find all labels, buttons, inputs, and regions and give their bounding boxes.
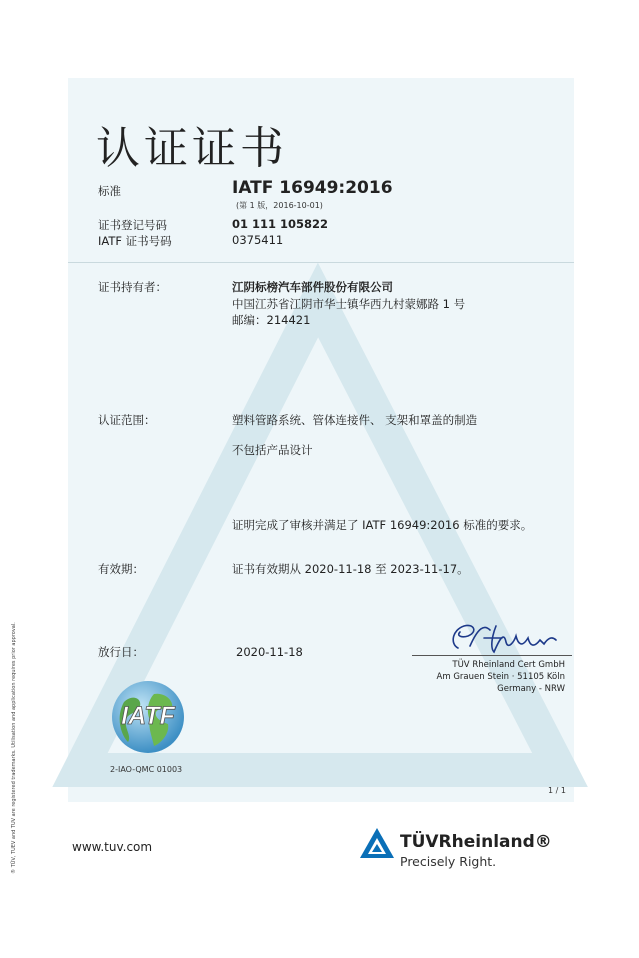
holder-address: 中国江苏省江阴市华士镇华西九村蒙娜路 1 号 xyxy=(232,297,466,311)
standard-label: 标准 xyxy=(98,184,121,198)
validity-text: 证书有效期从 2020-11-18 至 2023-11-17。 xyxy=(232,562,469,576)
issue-date: 2020-11-18 xyxy=(236,645,303,659)
tuv-brand-name: TÜVRheinland® xyxy=(400,832,552,852)
holder-postcode: 邮编：214421 xyxy=(232,313,311,327)
tuv-triangle-icon xyxy=(358,826,396,860)
footer-url[interactable]: www.tuv.com xyxy=(72,840,153,854)
issuer-name: TÜV Rheinland Cert GmbH xyxy=(452,660,565,670)
standard-edition: (第 1 版，2016-10-01) xyxy=(236,201,323,210)
trademark-notice: ® TÜV, TUEV and TUV are registered trademarks. Utilisation and application requires prior approval. xyxy=(11,622,17,874)
standard-value: IATF 16949:2016 xyxy=(232,178,393,198)
issuer-address: Am Grauen Stein · 51105 Köln xyxy=(436,672,565,682)
issuer-country: Germany - NRW xyxy=(497,684,565,694)
iatf-number-value: 0375411 xyxy=(232,233,284,247)
validity-label: 有效期： xyxy=(98,562,144,576)
scope-text: 塑料管路系统、管体连接件、 支架和罩盖的制造 xyxy=(232,413,478,427)
certificate-title: 认证证书 xyxy=(96,123,288,174)
holder-label: 证书持有者： xyxy=(98,280,167,294)
reg-number-label: 证书登记号码 xyxy=(98,218,167,232)
holder-name: 江阴标榜汽车部件股份有限公司 xyxy=(232,280,393,294)
reg-number-value: 01 111 105822 xyxy=(232,217,329,231)
iatf-code: 2-IAO-QMC 01003 xyxy=(110,765,183,774)
scope-exclusion: 不包括产品设计 xyxy=(232,443,313,457)
iatf-number-label: IATF 证书号码 xyxy=(98,234,172,248)
compliance-statement: 证明完成了审核并满足了 IATF 16949:2016 标准的要求。 xyxy=(232,518,533,532)
tuv-tagline: Precisely Right. xyxy=(400,854,497,869)
issue-label: 放行日： xyxy=(98,645,144,659)
iatf-logo-text: IATF xyxy=(121,702,175,730)
scope-label: 认证范围： xyxy=(98,413,156,427)
iatf-logo xyxy=(98,672,198,762)
section-divider xyxy=(68,262,574,263)
signature xyxy=(444,618,574,660)
page-number: 1 / 1 xyxy=(548,786,566,795)
signature-line xyxy=(412,655,572,656)
